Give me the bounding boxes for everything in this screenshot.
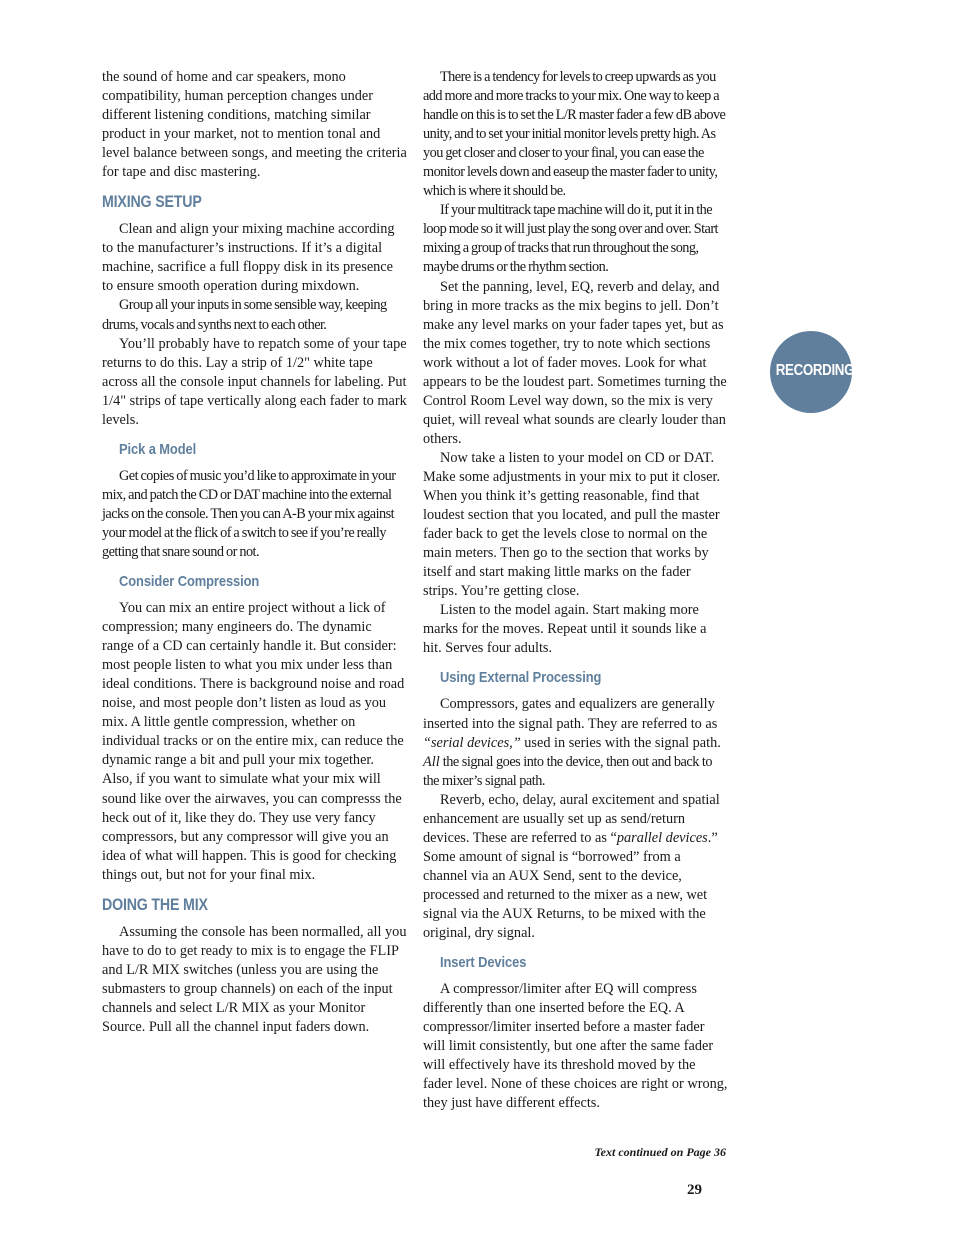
insert-devices-paragraph: A compressor/limiter after EQ will compress differently than one inserted before the EQ. A compressor/limiter inserted before a master fader will limit consistently, but one after the same fader will effectively have its threshold moved by the fader level. None of these choices are right or wrong, they just have different effects. [423,981,728,1112]
heading-pick-a-model: Pick a Model [119,440,197,458]
loop-mode-paragraph: If your multitrack tape machine will do it, put it in the loop mode so it will just play the song over and over. Start mixing a group of tracks that run throughout the song, maybe drums or the rhythm section. [423,202,718,276]
heading-insert-devices: Insert Devices [440,954,527,972]
heading-using-external-processing: Using External Processing [440,669,602,687]
panning-paragraph: Set the panning, level, EQ, reverb and delay, and bring in more tracks as the mix begins to jell. Don’t make any level marks on your fader tapes yet, but as the mix comes together, try to note which sections work without a lot of fader moves. Look for what appears to be the loudest part. Sometimes turning the Control Room Level way down, so the mix is very quiet, will reveal what sounds are clearly louder than others. [423,278,727,447]
text-run: the signal goes into the device, then out and back to the mixer’s signal path. [423,753,713,789]
left-column [102,68,407,1037]
mixing-setup-paragraph-2: Group all your inputs in some sensible way, keeping drums, vocals and synths next to each other. [102,297,387,333]
consider-compression-paragraph: You can mix an entire project without a lick of compression; many engineers do. The dynamic range of a CD can certainly handle it. But consider: most people listen to what you mix under less than ideal conditions. There is background noise and road noise, and most people don’t listen as loud as you mix. A little gentle compression, whether on individual tracks or on the entire mix, can reduce the dynamic range a bit and pull your mix together. Also, if you want to simulate what your mix will sound like over the airwaves, you can compresss the heck out of it, like they do. They use very fancy compressors, but any compressor will give you an idea of what will happen. This is good for checking things out, but not for your final mix. [102,600,405,883]
heading-consider-compression: Consider Compression [119,573,260,591]
text-run: used in series with the signal path. [520,734,721,751]
model-listen-paragraph: Now take a listen to your model on CD or DAT. Make some adjustments in your mix to put it closer. When you think it’s getting reasonable, find that loudest section that you located, and pull the master fader back to get the levels close to normal on the main meters. Then go to the section that works by itself and start making little marks on the fader strips. You’re getting close. [423,449,721,600]
emphasis-all: All [423,753,440,770]
doing-the-mix-paragraph: Assuming the console has been normalled, all you have to do to get ready to mix is to engage the FLIP and L/R MIX switches (unless you are using the submasters to group channels) on each of the input channels and select L/R MIX as your Monitor Source. Pull all the channel input faders down. [102,923,407,1035]
mixing-setup-paragraph-3: You’ll probably have to repatch some of your tape returns to do this. Lay a strip of 1/2" white tape across all the console input channels for labeling. Put 1/4" strips of tape vertically along each fader to mark levels. [102,335,407,428]
section-tab-recording [770,331,855,413]
heading-mixing-setup: MIXING SETUP [102,193,202,212]
continued-note: Text continued on Page 36 [594,1145,726,1159]
emphasis-parallel-devices: parallel devices [616,829,708,846]
text-run: .” Some amount of signal is “borrowed” from a channel via an AUX Send, sent to the device, processed and returned to the mixer as a new, wet signal via the AUX Returns, to be mixed with the original, dry signal. [423,829,718,942]
external-processing-paragraph-1 [423,695,728,790]
section-tab-label: RECORDING [775,362,855,379]
external-processing-paragraph-2 [423,791,728,943]
repeat-paragraph: Listen to the model again. Start making more marks for the moves. Repeat until it sounds like a hit. Serves four adults. [423,602,707,657]
right-column [423,68,728,1113]
heading-doing-the-mix: DOING THE MIX [102,895,208,914]
mixing-setup-paragraph-1: Clean and align your mixing machine according to the manufacturer’s instructions. If it’s a digital machine, sacrifice a full floppy disk in its presence to ensure smooth operation during mixdown. [102,221,395,295]
pick-a-model-paragraph: Get copies of music you’d like to approximate in your mix, and patch the CD or DAT machine into the external jacks on the console. Then you can A-B your mix against your model at the flick of a switch to see if you’re really getting that snare sound or not. [102,467,396,560]
text-run: Compressors, gates and equalizers are generally inserted into the signal path. They are referred to as [423,696,718,732]
intro-paragraph: the sound of home and car speakers, mono compatibility, human perception changes under different listening conditions, matching similar product in your market, not to mention tonal and level balance between songs, and meeting the criteria for tape and disc mastering. [102,69,407,181]
text-run: Reverb, echo, delay, aural excitement and spatial enhancement are usually set up as send/return devices. These are referred to as “ [423,791,720,846]
emphasis-serial-devices: “serial devices,” [423,734,521,751]
levels-paragraph: There is a tendency for levels to creep upwards as you add more and more tracks to your mix. One way to keep a handle on this is to set the L/R master fader a few dB above unity, and to set your initial monitor levels pretty high. As you get closer and closer to your final, you can ease the monitor levels down and easeup the master fader to unity, which is where it should be. [423,69,726,200]
page-number: 29 [687,1182,702,1198]
